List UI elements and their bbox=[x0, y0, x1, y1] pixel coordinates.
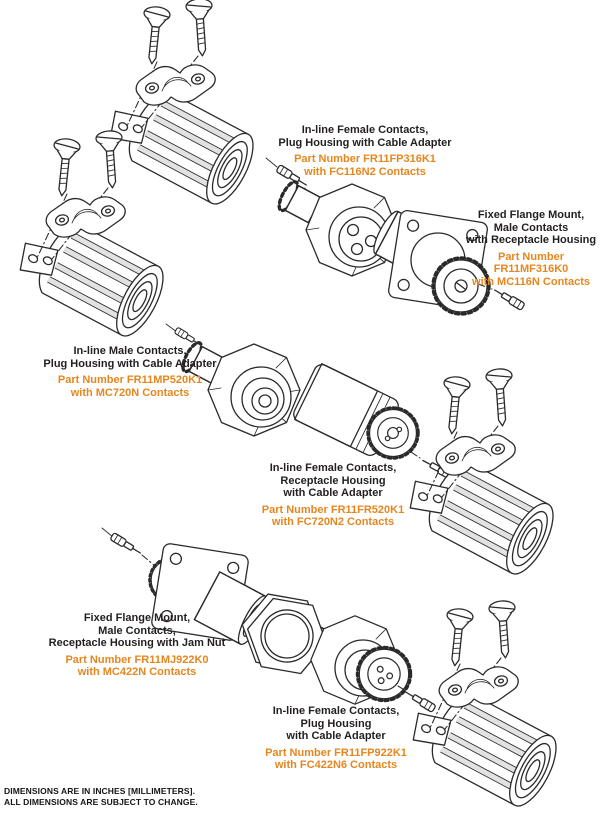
part-number-line: Part Number FR11FR520K1 bbox=[261, 503, 405, 516]
part-number-line: with MC116N Contacts bbox=[472, 275, 590, 288]
part-number-line: with MC720N Contacts bbox=[70, 386, 190, 399]
footer-line: ALL DIMENSIONS ARE SUBJECT TO CHANGE. bbox=[4, 797, 198, 808]
part-number-line: Part Number FR11FP316K1 bbox=[294, 153, 436, 166]
part-number-line: Part Number FR11FP922K1 bbox=[265, 746, 407, 759]
assembly-name-line: Male Contacts, bbox=[98, 624, 176, 637]
part-number-line: with MC422N Contacts bbox=[77, 666, 197, 679]
part-number-line: Part Number FR11MP520K1 bbox=[57, 374, 203, 387]
assembly-name-line: with Cable Adapter bbox=[283, 487, 383, 500]
assembly-name-line: In-line Female Contacts, bbox=[272, 705, 400, 717]
part-number-line: FR11MF316K0 bbox=[493, 263, 569, 276]
assembly-name-line: In-line Female Contacts, bbox=[301, 124, 429, 136]
assembly-name-line: Plug Housing with Cable Adapter bbox=[278, 136, 452, 149]
part-number-line: with FC720N2 Contacts bbox=[271, 516, 395, 529]
assembly-name-line: with Receptacle Housing bbox=[465, 234, 597, 247]
assembly-name-line: Plug Housing bbox=[300, 717, 372, 730]
assembly-name-line: Male Contacts bbox=[493, 221, 569, 234]
assembly-name-line: Receptacle Housing bbox=[280, 474, 386, 487]
plug-housing-922 bbox=[236, 591, 436, 713]
part-number-line: with FC422N6 Contacts bbox=[274, 759, 398, 772]
knurled-cap bbox=[357, 647, 410, 700]
label-fr11mj922k0 bbox=[49, 612, 226, 679]
label-fr11fr520k1 bbox=[262, 462, 404, 529]
assembly-name-line: In-line Male Contacts, bbox=[73, 345, 187, 357]
cable-adapter-kit-1 bbox=[99, 0, 263, 211]
cable-adapter-kit-3 bbox=[399, 368, 563, 580]
assembly-name-line: In-line Female Contacts, bbox=[269, 462, 397, 474]
label-fr11mp520k1 bbox=[43, 345, 216, 399]
assembly-name-line: Fixed Flange Mount, bbox=[83, 612, 191, 624]
assembly-name-line: Fixed Flange Mount, bbox=[477, 209, 585, 221]
footer-note bbox=[4, 786, 198, 808]
part-number-line: Part Number bbox=[497, 250, 565, 263]
footer-line: DIMENSIONS ARE IN INCHES [MILLIMETERS]. bbox=[4, 786, 196, 796]
contact-pin bbox=[110, 533, 142, 557]
label-fr11fp922k1 bbox=[265, 705, 407, 772]
assembly-name-line: with Cable Adapter bbox=[286, 730, 386, 743]
contact-pin bbox=[404, 689, 436, 713]
contact-pin bbox=[493, 287, 525, 311]
label-fr11mf316k0 bbox=[466, 209, 596, 288]
assembly-name-line: Receptacle Housing with Jam Nut bbox=[48, 637, 226, 650]
label-fr11fp316k1 bbox=[278, 124, 451, 178]
assembly-name-line: Plug Housing with Cable Adapter bbox=[43, 357, 217, 370]
part-number-line: with FC116N2 Contacts bbox=[304, 165, 426, 178]
part-number-line: Part Number FR11MJ922K0 bbox=[65, 653, 209, 666]
knurled-cap bbox=[368, 408, 418, 458]
